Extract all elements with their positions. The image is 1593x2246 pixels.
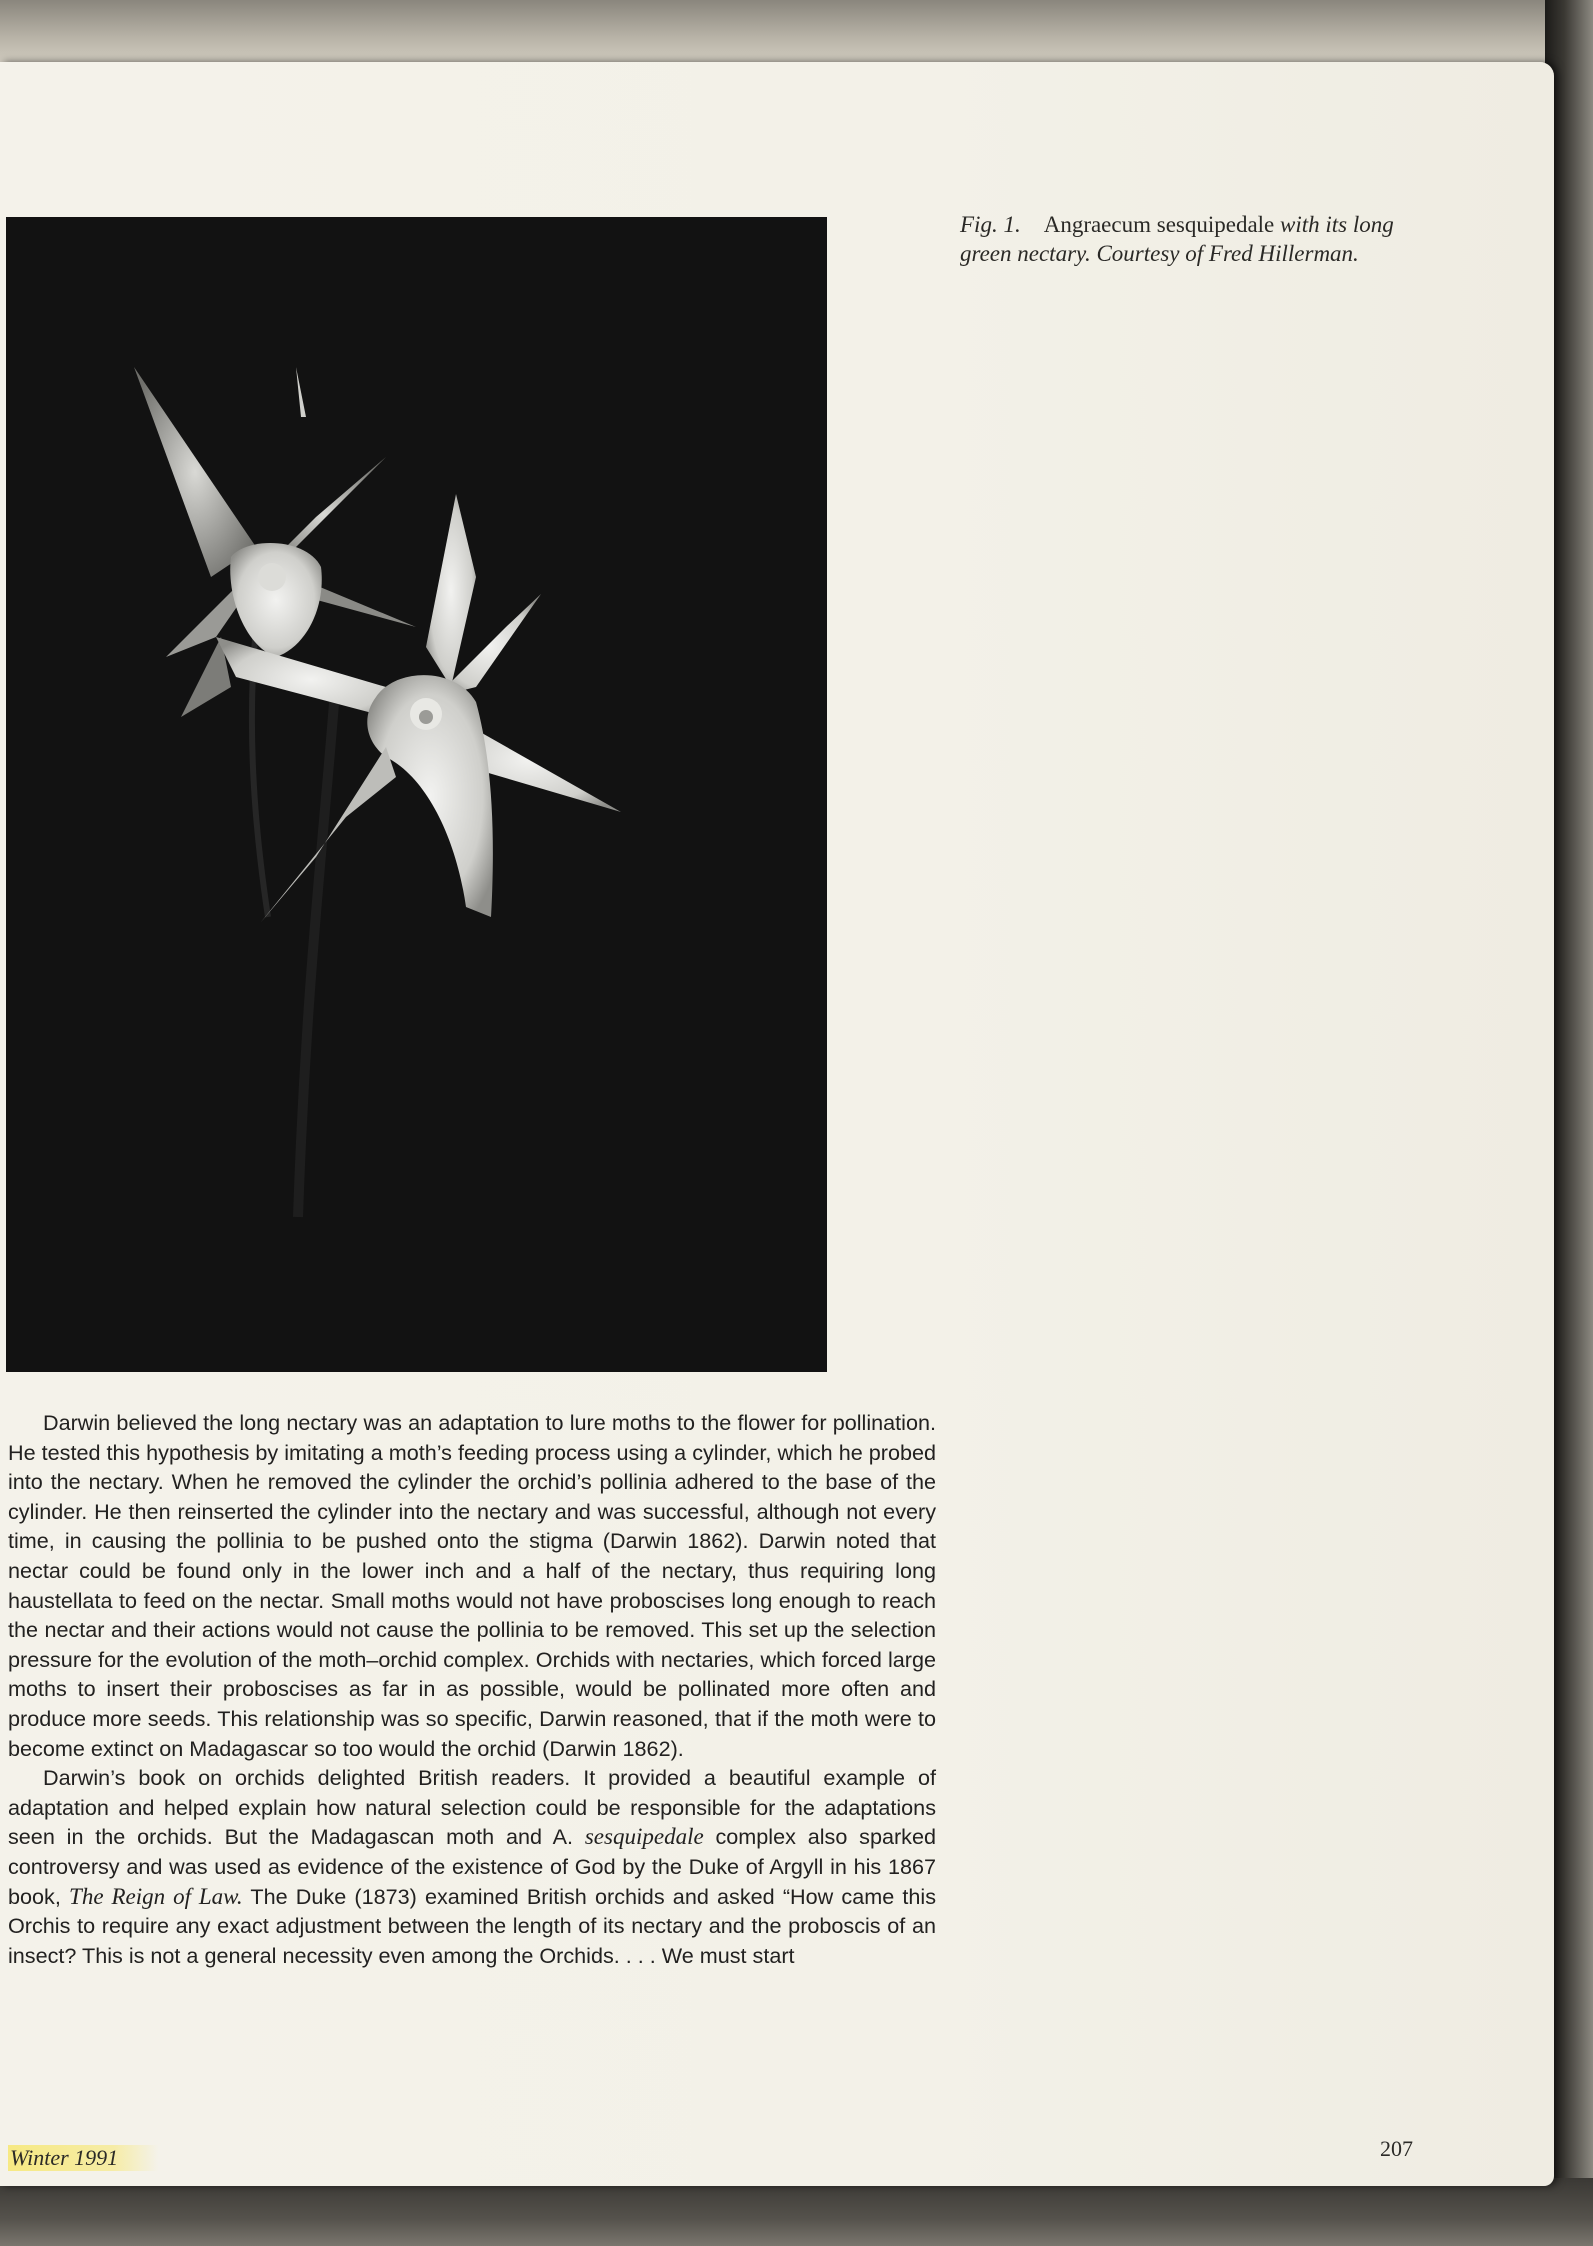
species-name-italic: sesquipedale — [584, 1824, 704, 1850]
article-body — [8, 1408, 936, 1970]
scan-background-bottom — [0, 2178, 1593, 2246]
figure-caption — [960, 210, 1430, 268]
footer-issue: Winter 1991 — [8, 2145, 158, 2171]
paragraph-2-part-c: The Duke (1873) examined British orchids and asked “How came this Orchis to require any exact adjustment between the length of its nectary and the proboscis of an insect? This is not a general necessity even among the Orchids. . . . We must start — [8, 1883, 937, 1968]
figure-caption-label: Fig. 1. — [960, 212, 1021, 237]
journal-page — [0, 62, 1554, 2186]
orchid-photograph — [6, 217, 827, 1372]
figure-caption-text: with its long green nectary. Courtesy of Fred Hillerman. — [960, 212, 1394, 266]
paragraph-1: Darwin believed the long nectary was an adaptation to lure moths to the flower for pollination. He tested this hypothesis by imitating a moth’s feeding process using a cylinder, which he probed into the nectary. When he removed the cylinder the orchid’s pollinia adhered to the base of the cylinder. He then reinserted the cylinder into the nectary and was successful, although not every time, in causing the pollinia to be pushed onto the stigma (Darwin 1862). Darwin noted that nectar could be found only in the lower inch and a half of the nectary, thus requiring long haustellata to feed on the nectar. Small moths would not have proboscises long enough to reach the nectar and their actions would not cause the pollinia to be removed. This set up the selection pressure for the evolution of the moth–orchid complex. Orchids with nectaries, which forced large moths to insert their proboscises as far in as possible, would be pollinated more often and produce more seeds. This relationship was so specific, Darwin reasoned, that if the moth were to become extinct on Madagascar so too would the orchid (Darwin 1862). — [8, 1410, 936, 1761]
scan-background-top — [0, 0, 1593, 70]
paragraph-2-part-a: Darwin’s book on orchids delighted British readers. It provided a beautiful example of adaptation and helped explain how natural selection could be responsible for the adaptations seen in the orchids. But the Madagascan moth and A. — [8, 1765, 936, 1850]
page-number: 207 — [1380, 2136, 1413, 2161]
orchid-image — [6, 217, 827, 1372]
paragraph-2-part-b: complex also sparked controversy and was used as evidence of the existence of God by the Duke of Argyll in his 1867 book, — [8, 1824, 936, 1909]
paragraph-2 — [8, 1763, 936, 1970]
figure-caption-species: Angraecum sesquipedale — [1043, 212, 1275, 237]
book-title-italic: The Reign of Law. — [69, 1883, 243, 1909]
